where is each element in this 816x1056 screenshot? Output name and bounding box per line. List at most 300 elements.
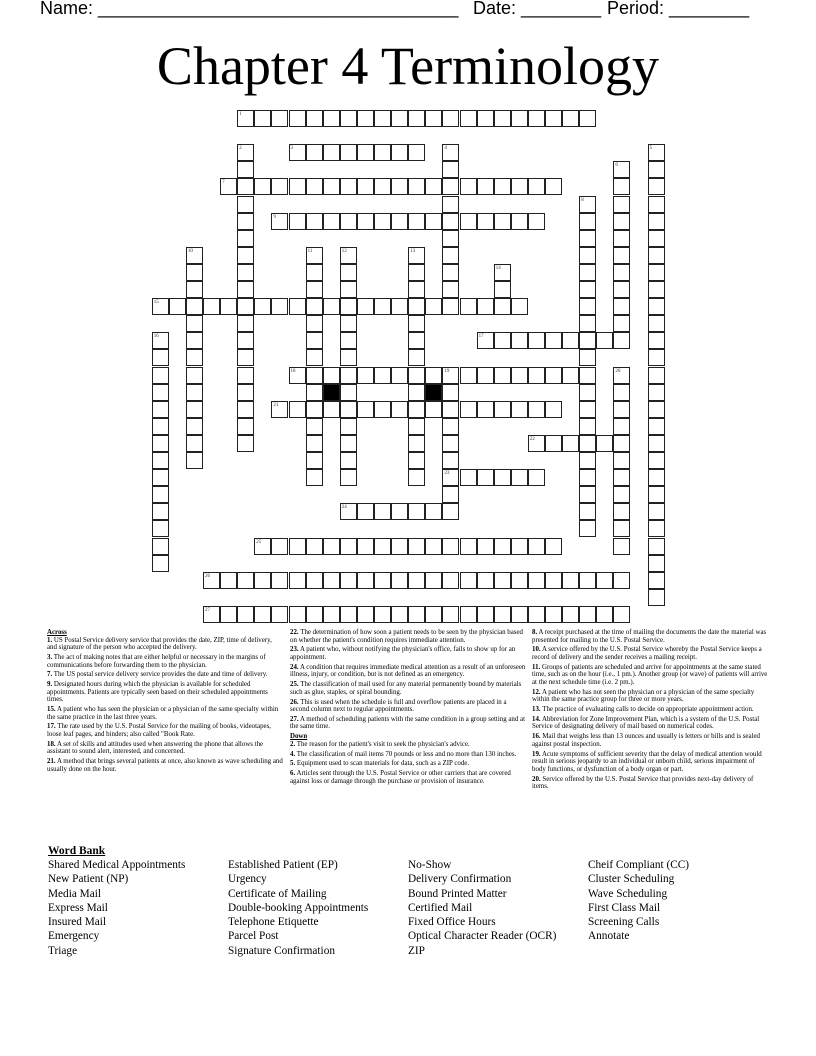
grid-cell[interactable] (374, 367, 391, 384)
grid-cell[interactable] (323, 178, 340, 195)
grid-cell[interactable] (323, 298, 340, 315)
grid-cell[interactable] (289, 144, 306, 161)
grid-cell[interactable] (545, 110, 562, 127)
grid-cell[interactable] (442, 161, 459, 178)
grid-cell[interactable] (306, 264, 323, 281)
grid-cell[interactable] (460, 572, 477, 589)
grid-cell[interactable] (648, 520, 665, 537)
grid-cell[interactable] (237, 315, 254, 332)
grid-cell[interactable] (271, 572, 288, 589)
grid-cell[interactable] (545, 332, 562, 349)
grid-cell[interactable] (442, 418, 459, 435)
grid-cell[interactable] (186, 247, 203, 264)
grid-cell[interactable] (374, 606, 391, 623)
grid-cell[interactable] (613, 161, 630, 178)
grid-cell[interactable] (613, 572, 630, 589)
grid-cell[interactable] (494, 281, 511, 298)
grid-cell[interactable] (545, 178, 562, 195)
grid-cell[interactable] (237, 178, 254, 195)
grid-cell[interactable] (357, 367, 374, 384)
grid-cell[interactable] (613, 452, 630, 469)
grid-cell[interactable] (511, 606, 528, 623)
grid-cell[interactable] (323, 367, 340, 384)
grid-cell[interactable] (237, 144, 254, 161)
grid-cell[interactable] (237, 264, 254, 281)
grid-cell[interactable] (648, 230, 665, 247)
grid-cell[interactable] (408, 264, 425, 281)
grid-cell[interactable] (152, 503, 169, 520)
grid-cell[interactable] (340, 144, 357, 161)
grid-cell[interactable] (237, 247, 254, 264)
grid-cell[interactable] (528, 469, 545, 486)
grid-cell[interactable] (579, 281, 596, 298)
grid-cell[interactable] (391, 110, 408, 127)
grid-cell[interactable] (271, 298, 288, 315)
grid-cell[interactable] (511, 572, 528, 589)
grid-cell[interactable] (271, 538, 288, 555)
grid-cell[interactable] (408, 247, 425, 264)
grid-cell[interactable] (408, 213, 425, 230)
grid-cell[interactable] (648, 486, 665, 503)
grid-cell[interactable] (648, 349, 665, 366)
grid-cell[interactable] (494, 332, 511, 349)
grid-cell[interactable] (425, 178, 442, 195)
grid-cell[interactable] (408, 606, 425, 623)
grid-cell[interactable] (648, 555, 665, 572)
grid-cell[interactable] (340, 349, 357, 366)
grid-cell[interactable] (562, 110, 579, 127)
grid-cell[interactable] (477, 469, 494, 486)
grid-cell[interactable] (494, 401, 511, 418)
grid-cell[interactable] (237, 349, 254, 366)
grid-cell[interactable] (289, 298, 306, 315)
grid-cell[interactable] (528, 213, 545, 230)
grid-cell[interactable] (237, 281, 254, 298)
grid-cell[interactable] (579, 572, 596, 589)
grid-cell[interactable] (648, 178, 665, 195)
grid-cell[interactable] (220, 178, 237, 195)
grid-cell[interactable] (460, 298, 477, 315)
grid-cell[interactable] (648, 264, 665, 281)
grid-cell[interactable] (425, 367, 442, 384)
grid-cell[interactable] (152, 486, 169, 503)
grid-cell[interactable] (306, 144, 323, 161)
grid-cell[interactable] (374, 144, 391, 161)
grid-cell[interactable] (289, 572, 306, 589)
grid-cell[interactable] (340, 281, 357, 298)
grid-cell[interactable] (152, 555, 169, 572)
grid-cell[interactable] (579, 349, 596, 366)
grid-cell[interactable] (374, 538, 391, 555)
grid-cell[interactable] (596, 606, 613, 623)
grid-cell[interactable] (152, 367, 169, 384)
grid-cell[interactable] (613, 178, 630, 195)
grid-cell[interactable] (357, 503, 374, 520)
grid-cell[interactable] (648, 469, 665, 486)
grid-cell[interactable] (613, 230, 630, 247)
grid-cell[interactable] (289, 538, 306, 555)
grid-cell[interactable] (477, 401, 494, 418)
grid-cell[interactable] (460, 110, 477, 127)
grid-cell[interactable] (186, 418, 203, 435)
grid-cell[interactable] (357, 110, 374, 127)
grid-cell[interactable] (357, 572, 374, 589)
grid-cell[interactable] (613, 486, 630, 503)
grid-cell[interactable] (306, 213, 323, 230)
grid-cell[interactable] (460, 213, 477, 230)
grid-cell[interactable] (579, 332, 596, 349)
grid-cell[interactable] (648, 196, 665, 213)
grid-cell[interactable] (442, 144, 459, 161)
grid-cell[interactable] (306, 332, 323, 349)
grid-cell[interactable] (323, 538, 340, 555)
grid-cell[interactable] (391, 538, 408, 555)
grid-cell[interactable] (271, 401, 288, 418)
grid-cell[interactable] (460, 469, 477, 486)
grid-cell[interactable] (271, 178, 288, 195)
grid-cell[interactable] (579, 503, 596, 520)
grid-cell[interactable] (237, 401, 254, 418)
grid-cell[interactable] (613, 384, 630, 401)
grid-cell[interactable] (340, 418, 357, 435)
grid-cell[interactable] (186, 298, 203, 315)
grid-cell[interactable] (186, 435, 203, 452)
grid-cell[interactable] (306, 538, 323, 555)
grid-cell[interactable] (323, 144, 340, 161)
grid-cell[interactable] (340, 298, 357, 315)
grid-cell[interactable] (425, 606, 442, 623)
grid-cell[interactable] (340, 435, 357, 452)
grid-cell[interactable] (648, 435, 665, 452)
grid-cell[interactable] (254, 606, 271, 623)
grid-cell[interactable] (186, 349, 203, 366)
grid-cell[interactable] (648, 247, 665, 264)
grid-cell[interactable] (306, 367, 323, 384)
grid-cell[interactable] (408, 110, 425, 127)
grid-cell[interactable] (408, 538, 425, 555)
grid-cell[interactable] (152, 384, 169, 401)
date-field[interactable]: Date: ________ (473, 0, 602, 18)
grid-cell[interactable] (477, 606, 494, 623)
grid-cell[interactable] (152, 435, 169, 452)
grid-cell[interactable] (579, 298, 596, 315)
grid-cell[interactable] (648, 418, 665, 435)
grid-cell[interactable] (528, 110, 545, 127)
grid-cell[interactable] (613, 606, 630, 623)
grid-cell[interactable] (271, 110, 288, 127)
grid-cell[interactable] (613, 435, 630, 452)
grid-cell[interactable] (494, 538, 511, 555)
grid-cell[interactable] (237, 298, 254, 315)
grid-cell[interactable] (306, 418, 323, 435)
grid-cell[interactable] (152, 418, 169, 435)
grid-cell[interactable] (408, 384, 425, 401)
grid-cell[interactable] (648, 503, 665, 520)
grid-cell[interactable] (511, 367, 528, 384)
grid-cell[interactable] (152, 469, 169, 486)
grid-cell[interactable] (648, 384, 665, 401)
grid-cell[interactable] (442, 401, 459, 418)
grid-cell[interactable] (442, 538, 459, 555)
grid-cell[interactable] (340, 264, 357, 281)
grid-cell[interactable] (374, 298, 391, 315)
grid-cell[interactable] (425, 110, 442, 127)
grid-cell[interactable] (237, 230, 254, 247)
grid-cell[interactable] (186, 452, 203, 469)
grid-cell[interactable] (152, 538, 169, 555)
grid-cell[interactable] (425, 401, 442, 418)
grid-cell[interactable] (477, 367, 494, 384)
grid-cell[interactable] (494, 178, 511, 195)
grid-cell[interactable] (442, 503, 459, 520)
grid-cell[interactable] (528, 572, 545, 589)
grid-cell[interactable] (237, 367, 254, 384)
grid-cell[interactable] (528, 401, 545, 418)
grid-cell[interactable] (511, 401, 528, 418)
grid-cell[interactable] (579, 384, 596, 401)
grid-cell[interactable] (562, 606, 579, 623)
grid-cell[interactable] (340, 178, 357, 195)
grid-cell[interactable] (442, 486, 459, 503)
grid-cell[interactable] (306, 606, 323, 623)
grid-cell[interactable] (648, 281, 665, 298)
grid-cell[interactable] (237, 196, 254, 213)
grid-cell[interactable] (340, 332, 357, 349)
grid-cell[interactable] (408, 503, 425, 520)
grid-cell[interactable] (237, 213, 254, 230)
grid-cell[interactable] (442, 247, 459, 264)
grid-cell[interactable] (579, 469, 596, 486)
grid-cell[interactable] (477, 298, 494, 315)
grid-cell[interactable] (477, 178, 494, 195)
grid-cell[interactable] (528, 435, 545, 452)
grid-cell[interactable] (528, 367, 545, 384)
grid-cell[interactable] (545, 606, 562, 623)
grid-cell[interactable] (613, 367, 630, 384)
grid-cell[interactable] (494, 110, 511, 127)
grid-cell[interactable] (289, 178, 306, 195)
grid-cell[interactable] (323, 606, 340, 623)
grid-cell[interactable] (289, 606, 306, 623)
grid-cell[interactable] (237, 384, 254, 401)
grid-cell[interactable] (648, 367, 665, 384)
grid-cell[interactable] (408, 401, 425, 418)
grid-cell[interactable] (613, 196, 630, 213)
grid-cell[interactable] (494, 367, 511, 384)
grid-cell[interactable] (357, 298, 374, 315)
grid-cell[interactable] (220, 606, 237, 623)
grid-cell[interactable] (186, 264, 203, 281)
grid-cell[interactable] (579, 264, 596, 281)
grid-cell[interactable] (340, 452, 357, 469)
grid-cell[interactable] (408, 452, 425, 469)
grid-cell[interactable] (323, 110, 340, 127)
grid-cell[interactable] (323, 401, 340, 418)
grid-cell[interactable] (511, 469, 528, 486)
grid-cell[interactable] (357, 144, 374, 161)
grid-cell[interactable] (357, 606, 374, 623)
grid-cell[interactable] (579, 520, 596, 537)
grid-cell[interactable] (442, 606, 459, 623)
grid-cell[interactable] (579, 418, 596, 435)
grid-cell[interactable] (460, 178, 477, 195)
grid-cell[interactable] (340, 367, 357, 384)
grid-cell[interactable] (408, 349, 425, 366)
grid-cell[interactable] (169, 298, 186, 315)
grid-cell[interactable] (562, 332, 579, 349)
grid-cell[interactable] (545, 572, 562, 589)
grid-cell[interactable] (237, 418, 254, 435)
grid-cell[interactable] (357, 213, 374, 230)
grid-cell[interactable] (340, 247, 357, 264)
grid-cell[interactable] (323, 572, 340, 589)
grid-cell[interactable] (289, 213, 306, 230)
grid-cell[interactable] (613, 538, 630, 555)
grid-cell[interactable] (442, 110, 459, 127)
grid-cell[interactable] (391, 298, 408, 315)
grid-cell[interactable] (528, 178, 545, 195)
grid-cell[interactable] (579, 435, 596, 452)
grid-cell[interactable] (425, 503, 442, 520)
grid-cell[interactable] (408, 144, 425, 161)
grid-cell[interactable] (477, 572, 494, 589)
grid-cell[interactable] (477, 213, 494, 230)
grid-cell[interactable] (648, 538, 665, 555)
grid-cell[interactable] (391, 213, 408, 230)
grid-cell[interactable] (340, 538, 357, 555)
grid-cell[interactable] (511, 538, 528, 555)
grid-cell[interactable] (442, 230, 459, 247)
grid-cell[interactable] (237, 161, 254, 178)
grid-cell[interactable] (579, 452, 596, 469)
grid-cell[interactable] (613, 503, 630, 520)
grid-cell[interactable] (340, 213, 357, 230)
grid-cell[interactable] (306, 298, 323, 315)
grid-cell[interactable] (511, 298, 528, 315)
grid-cell[interactable] (648, 332, 665, 349)
grid-cell[interactable] (545, 367, 562, 384)
grid-cell[interactable] (511, 178, 528, 195)
grid-cell[interactable] (357, 178, 374, 195)
grid-cell[interactable] (545, 435, 562, 452)
grid-cell[interactable] (442, 213, 459, 230)
grid-cell[interactable] (425, 538, 442, 555)
grid-cell[interactable] (528, 538, 545, 555)
grid-cell[interactable] (340, 503, 357, 520)
grid-cell[interactable] (306, 281, 323, 298)
grid-cell[interactable] (613, 401, 630, 418)
grid-cell[interactable] (442, 367, 459, 384)
grid-cell[interactable] (596, 572, 613, 589)
grid-cell[interactable] (648, 452, 665, 469)
grid-cell[interactable] (442, 384, 459, 401)
grid-cell[interactable] (374, 401, 391, 418)
grid-cell[interactable] (323, 213, 340, 230)
grid-cell[interactable] (579, 196, 596, 213)
grid-cell[interactable] (254, 298, 271, 315)
grid-cell[interactable] (648, 161, 665, 178)
grid-cell[interactable] (186, 315, 203, 332)
grid-cell[interactable] (357, 538, 374, 555)
grid-cell[interactable] (220, 572, 237, 589)
grid-cell[interactable] (152, 520, 169, 537)
grid-cell[interactable] (528, 332, 545, 349)
grid-cell[interactable] (306, 572, 323, 589)
grid-cell[interactable] (203, 572, 220, 589)
grid-cell[interactable] (254, 572, 271, 589)
grid-cell[interactable] (579, 367, 596, 384)
grid-cell[interactable] (391, 178, 408, 195)
grid-cell[interactable] (613, 281, 630, 298)
grid-cell[interactable] (613, 418, 630, 435)
grid-cell[interactable] (613, 298, 630, 315)
grid-cell[interactable] (648, 401, 665, 418)
grid-cell[interactable] (613, 213, 630, 230)
grid-cell[interactable] (579, 315, 596, 332)
period-field[interactable]: Period: ________ (607, 0, 750, 18)
grid-cell[interactable] (186, 401, 203, 418)
grid-cell[interactable] (494, 572, 511, 589)
grid-cell[interactable] (374, 213, 391, 230)
grid-cell[interactable] (306, 435, 323, 452)
grid-cell[interactable] (579, 401, 596, 418)
grid-cell[interactable] (442, 196, 459, 213)
grid-cell[interactable] (152, 401, 169, 418)
grid-cell[interactable] (648, 144, 665, 161)
grid-cell[interactable] (494, 606, 511, 623)
grid-cell[interactable] (340, 572, 357, 589)
grid-cell[interactable] (254, 178, 271, 195)
name-field[interactable]: Name: ____________________________________ (40, 0, 459, 18)
grid-cell[interactable] (237, 572, 254, 589)
grid-cell[interactable] (237, 606, 254, 623)
grid-cell[interactable] (408, 435, 425, 452)
grid-cell[interactable] (306, 315, 323, 332)
grid-cell[interactable] (408, 315, 425, 332)
grid-cell[interactable] (425, 298, 442, 315)
grid-cell[interactable] (425, 572, 442, 589)
grid-cell[interactable] (254, 538, 271, 555)
grid-cell[interactable] (648, 315, 665, 332)
grid-cell[interactable] (306, 401, 323, 418)
grid-cell[interactable] (613, 332, 630, 349)
grid-cell[interactable] (442, 178, 459, 195)
grid-cell[interactable] (477, 538, 494, 555)
grid-cell[interactable] (306, 247, 323, 264)
grid-cell[interactable] (289, 367, 306, 384)
grid-cell[interactable] (528, 606, 545, 623)
grid-cell[interactable] (494, 264, 511, 281)
grid-cell[interactable] (442, 264, 459, 281)
grid-cell[interactable] (306, 384, 323, 401)
grid-cell[interactable] (408, 469, 425, 486)
grid-cell[interactable] (357, 401, 374, 418)
grid-cell[interactable] (494, 469, 511, 486)
grid-cell[interactable] (408, 418, 425, 435)
grid-cell[interactable] (425, 213, 442, 230)
grid-cell[interactable] (562, 572, 579, 589)
grid-cell[interactable] (408, 178, 425, 195)
grid-cell[interactable] (186, 367, 203, 384)
grid-cell[interactable] (237, 435, 254, 452)
grid-cell[interactable] (562, 367, 579, 384)
grid-cell[interactable] (340, 401, 357, 418)
grid-cell[interactable] (306, 178, 323, 195)
grid-cell[interactable] (374, 572, 391, 589)
grid-cell[interactable] (579, 247, 596, 264)
grid-cell[interactable] (220, 298, 237, 315)
grid-cell[interactable] (613, 520, 630, 537)
